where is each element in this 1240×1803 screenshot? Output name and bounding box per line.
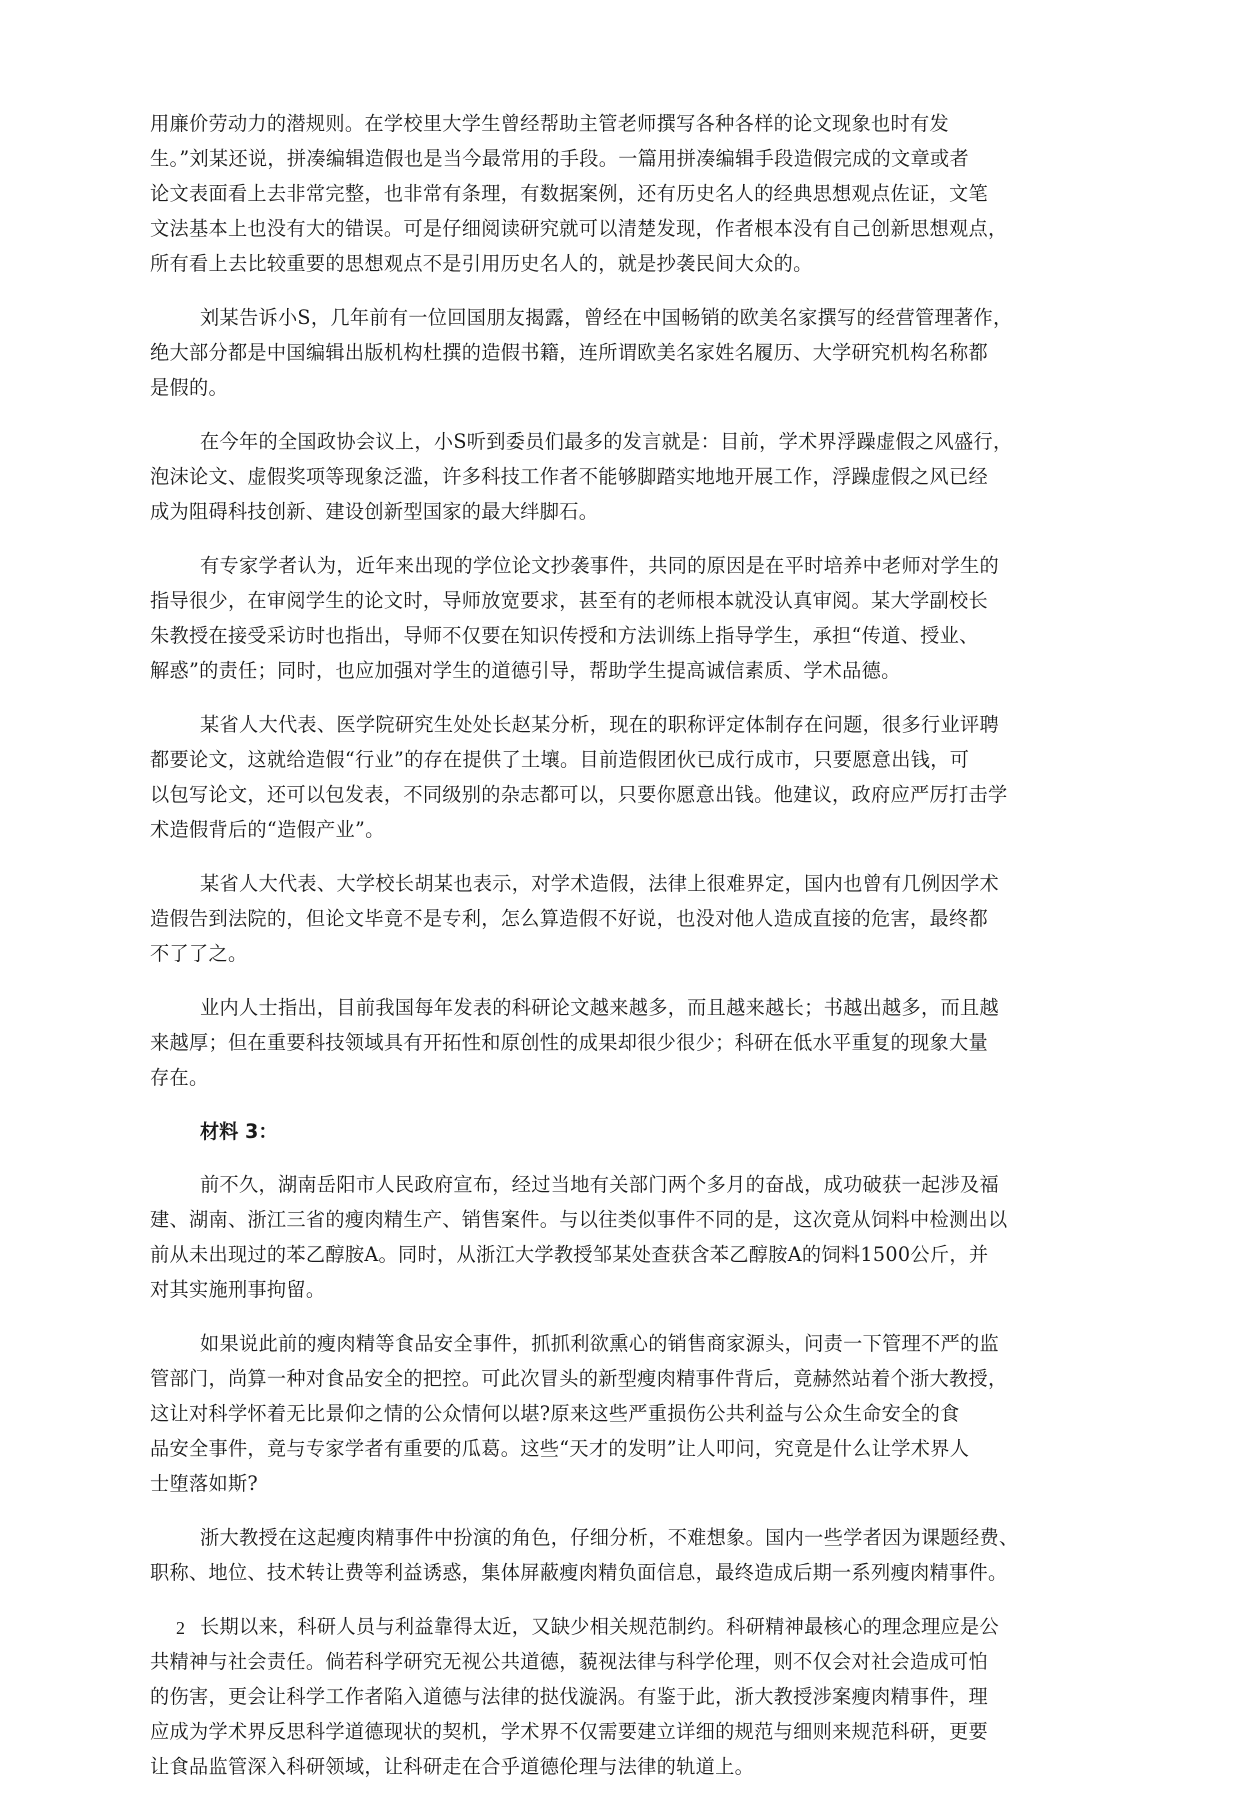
paragraph — [150, 1609, 1082, 1784]
section-heading: 材料 3： — [200, 1120, 278, 1143]
text-line: 不了了之。 — [150, 942, 248, 965]
text-line: 士堕落如斯? — [150, 1472, 259, 1495]
text-line: 职称、地位、技术转让费等利益诱惑，集体屏蔽瘦肉精负面信息，最终造成后期一系列瘦肉精事件。 — [150, 1561, 1008, 1584]
text-line: 文法基本上也没有大的错误。可是仔细阅读研究就可以清楚发现，作者根本没有自己创新思想观点， — [150, 217, 1008, 240]
text-line: 所有看上去比较重要的思想观点不是引用历史名人的，就是抄袭民间大众的。 — [150, 252, 813, 275]
text-line: 某省人大代表、大学校长胡某也表示，对学术造假，法律上很难界定，国内也曾有几例因学术 — [200, 872, 999, 895]
text-line: 某省人大代表、医学院研究生处处长赵某分析，现在的职称评定体制存在问题，很多行业评聘 — [200, 713, 999, 736]
text-line: 朱教授在接受采访时也指出，导师不仅要在知识传授和方法训练上指导学生，承担“传道、授业、 — [150, 624, 979, 647]
paragraph — [150, 1167, 1082, 1307]
text-line: 存在。 — [150, 1066, 209, 1089]
text-line: 如果说此前的瘦肉精等食品安全事件，抓抓利欲熏心的销售商家源头，问责一下管理不严的监 — [200, 1332, 999, 1355]
text-line: 造假告到法院的，但论文毕竟不是专利，怎么算造假不好说，也没对他人造成直接的危害，最终都 — [150, 907, 988, 930]
paragraph — [150, 1520, 1082, 1590]
text-line: 建、湖南、浙江三省的瘦肉精生产、销售案件。与以往类似事件不同的是，这次竟从饲料中检测出以 — [150, 1208, 1008, 1231]
paragraph — [150, 424, 1082, 529]
text-line: 共精神与社会责任。倘若科学研究无视公共道德，藐视法律与科学伦理，则不仅会对社会造成可怕 — [150, 1650, 988, 1673]
paragraph — [150, 106, 1082, 281]
document-body — [150, 106, 1082, 1803]
text-line: 管部门，尚算一种对食品安全的把控。可此次冒头的新型瘦肉精事件背后，竟赫然站着个浙大教授， — [150, 1367, 1008, 1390]
text-line: 的伤害，更会让科学工作者陷入道德与法律的挞伐漩涡。有鉴于此，浙大教授涉案瘦肉精事件，理 — [150, 1685, 988, 1708]
paragraph — [150, 707, 1082, 847]
text-line: 来越厚；但在重要科技领域具有开拓性和原创性的成果却很少很少；科研在低水平重复的现象大量 — [150, 1031, 988, 1054]
text-line: 应成为学术界反思科学道德现状的契机，学术界不仅需要建立详细的规范与细则来规范科研，更要 — [150, 1720, 988, 1743]
text-line: 术造假背后的“造假产业”。 — [150, 818, 385, 841]
paragraph — [150, 548, 1082, 688]
text-line: 长期以来，科研人员与利益靠得太近，又缺少相关规范制约。科研精神最核心的理念理应是公 — [200, 1615, 999, 1638]
text-line: 前不久，湖南岳阳市人民政府宣布，经过当地有关部门两个多月的奋战，成功破获一起涉及福 — [200, 1173, 999, 1196]
text-line: 这让对科学怀着无比景仰之情的公众情何以堪?原来这些严重损伤公共利益与公众生命安全的食 — [150, 1402, 960, 1425]
text-line: 前从未出现过的苯乙醇胺A。同时，从浙江大学教授邹某处查获含苯乙醇胺A的饲料1500公斤，并 — [150, 1243, 989, 1266]
text-line: 在今年的全国政协会议上，小S听到委员们最多的发言就是：目前，学术界浮躁虚假之风盛行， — [200, 430, 1013, 453]
text-line: 生。”刘某还说，拼凑编辑造假也是当今最常用的手段。一篇用拼凑编辑手段造假完成的文章或者 — [150, 147, 969, 170]
page-number: 2 — [176, 1618, 185, 1638]
text-line: 刘某告诉小S，几年前有一位回国朋友揭露，曾经在中国畅销的欧美名家撰写的经营管理著作， — [200, 306, 1013, 329]
paragraph — [150, 866, 1082, 971]
text-line: 业内人士指出，目前我国每年发表的科研论文越来越多，而且越来越长；书越出越多，而且越 — [200, 996, 999, 1019]
text-line: 泡沫论文、虚假奖项等现象泛滥，许多科技工作者不能够脚踏实地地开展工作，浮躁虚假之风已经 — [150, 465, 988, 488]
text-line: 成为阻碍科技创新、建设创新型国家的最大绊脚石。 — [150, 500, 599, 523]
text-line: 以包写论文，还可以包发表，不同级别的杂志都可以，只要你愿意出钱。他建议，政府应严厉打击学 — [150, 783, 1008, 806]
text-line: 对其实施刑事拘留。 — [150, 1278, 326, 1301]
text-line: 绝大部分都是中国编辑出版机构杜撰的造假书籍，连所谓欧美名家姓名履历、大学研究机构名称都 — [150, 341, 988, 364]
text-line: 浙大教授在这起瘦肉精事件中扮演的角色，仔细分析，不难想象。国内一些学者因为课题经费、 — [200, 1526, 1019, 1549]
text-line: 论文表面看上去非常完整，也非常有条理，有数据案例，还有历史名人的经典思想观点佐证，文笔 — [150, 182, 988, 205]
text-line: 让食品监管深入科研领域，让科研走在合乎道德伦理与法律的轨道上。 — [150, 1755, 755, 1778]
text-line: 有专家学者认为，近年来出现的学位论文抄袭事件，共同的原因是在平时培养中老师对学生的 — [200, 554, 999, 577]
paragraph — [150, 300, 1082, 405]
text-line: 指导很少，在审阅学生的论文时，导师放宽要求，甚至有的老师根本就没认真审阅。某大学副校长 — [150, 589, 988, 612]
text-line: 品安全事件，竟与专家学者有重要的瓜葛。这些“天才的发明”让人叩问，究竟是什么让学术界人 — [150, 1437, 970, 1460]
text-line: 是假的。 — [150, 376, 228, 399]
text-line: 解惑”的责任；同时，也应加强对学生的道德引导，帮助学生提高诚信素质、学术品德。 — [150, 659, 901, 682]
text-line: 都要论文，这就给造假“行业”的存在提供了土壤。目前造假团伙已成行成市，只要愿意出钱，可 — [150, 748, 970, 771]
text-line: 用廉价劳动力的潜规则。在学校里大学生曾经帮助主管老师撰写各种各样的论文现象也时有发 — [150, 112, 949, 135]
paragraph — [150, 1326, 1082, 1501]
paragraph — [150, 990, 1082, 1095]
